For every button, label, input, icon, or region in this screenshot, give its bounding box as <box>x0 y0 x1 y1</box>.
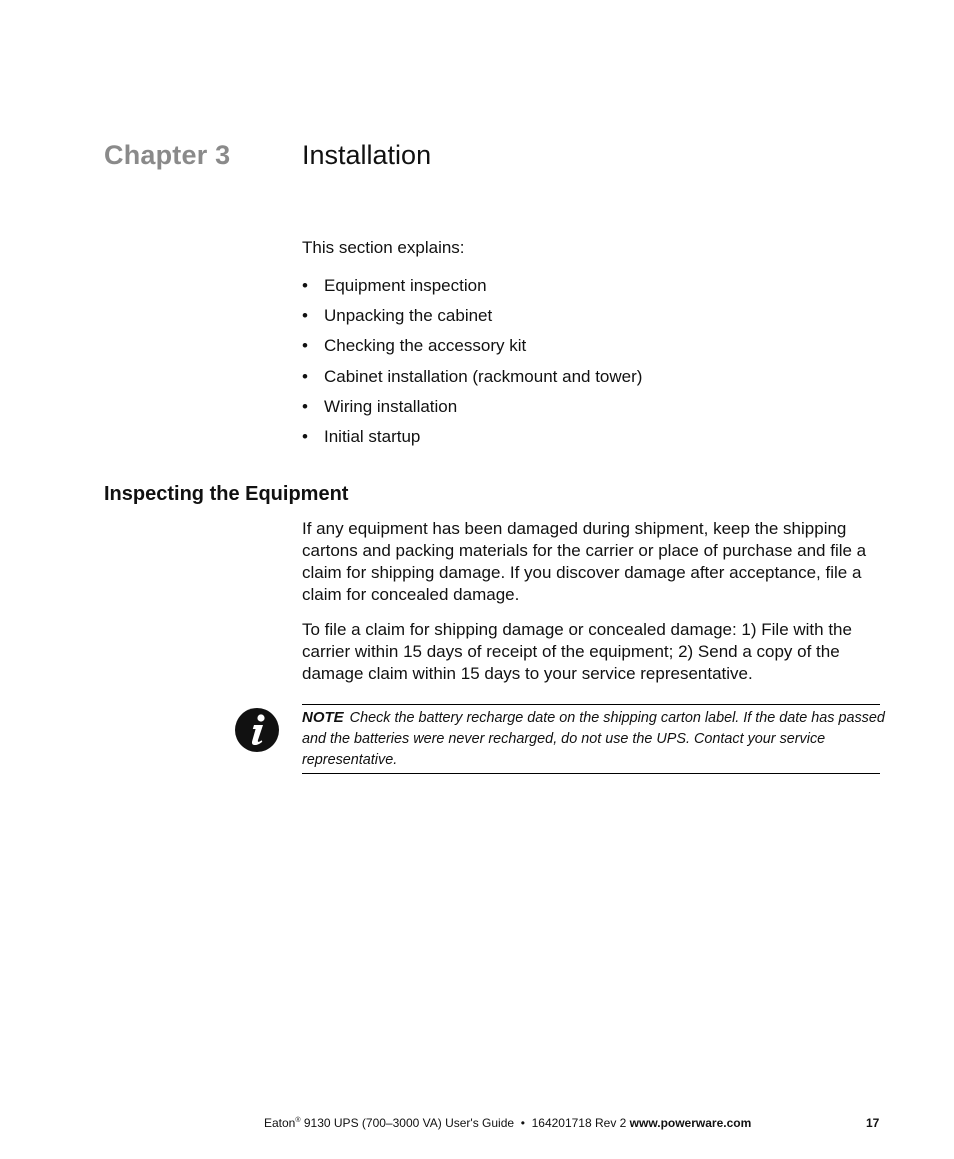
bullet-icon: • <box>302 306 308 326</box>
bullet-icon: • <box>302 276 308 295</box>
registered-mark: ® <box>295 1117 301 1124</box>
list-item <box>302 275 642 305</box>
bullet-icon: • <box>302 366 308 386</box>
note-line-3: representative. <box>302 752 398 768</box>
list-item <box>302 396 642 426</box>
list-item-text: Wiring installation <box>324 396 458 416</box>
footer-product: 9130 UPS (700–3000 VA) User's Guide • 164201718 Rev 2 <box>300 1116 630 1130</box>
list-item <box>302 426 642 456</box>
list-item-text: Cabinet installation (rackmount and tower) <box>324 366 643 386</box>
note-label: NOTE <box>302 709 344 726</box>
list-item-text: Equipment inspection <box>324 276 487 295</box>
chapter-title: Installation <box>302 140 432 170</box>
list-item <box>302 305 642 335</box>
paragraph: To file a claim for shipping damage or concealed damage: 1) File with the carrier within 15 days of receipt of the equipment; 2) Send a copy of the damage claim within 15 days to your service representative. <box>302 620 852 683</box>
footer-brand: Eaton <box>264 1116 296 1130</box>
list-item <box>302 366 642 396</box>
note-line-2: and the batteries were never recharged, do not use the UPS. Contact your service <box>302 731 826 747</box>
note-text <box>302 707 892 771</box>
info-icon <box>234 707 280 753</box>
list-item-text: Unpacking the cabinet <box>324 306 493 326</box>
bullet-icon: • <box>302 336 308 356</box>
section-heading: Inspecting the Equipment <box>104 483 349 505</box>
list-item <box>302 335 642 365</box>
note-box <box>302 704 885 774</box>
list-item-text: Checking the accessory kit <box>324 336 527 356</box>
topic-list <box>302 275 642 456</box>
bullet-icon: • <box>302 396 308 416</box>
list-item-text: Initial startup <box>324 426 421 446</box>
footer-url: www.powerware.com <box>629 1116 752 1130</box>
paragraph: If any equipment has been damaged during shipment, keep the shipping cartons and packing materials for the carrier or place of purchase and file a claim for shipping damage. If you discover damage after acceptance, file a claim for concealed damage. <box>302 519 867 604</box>
bullet-icon: • <box>302 426 308 446</box>
footer-text <box>264 1116 751 1130</box>
note-line <box>302 707 892 729</box>
chapter-label: Chapter 3 <box>104 140 231 170</box>
note-line-1: Check the battery recharge date on the shipping carton label. If the date has passed <box>349 710 885 726</box>
page-number: 17 <box>866 1116 880 1130</box>
intro-text: This section explains: <box>302 238 465 257</box>
